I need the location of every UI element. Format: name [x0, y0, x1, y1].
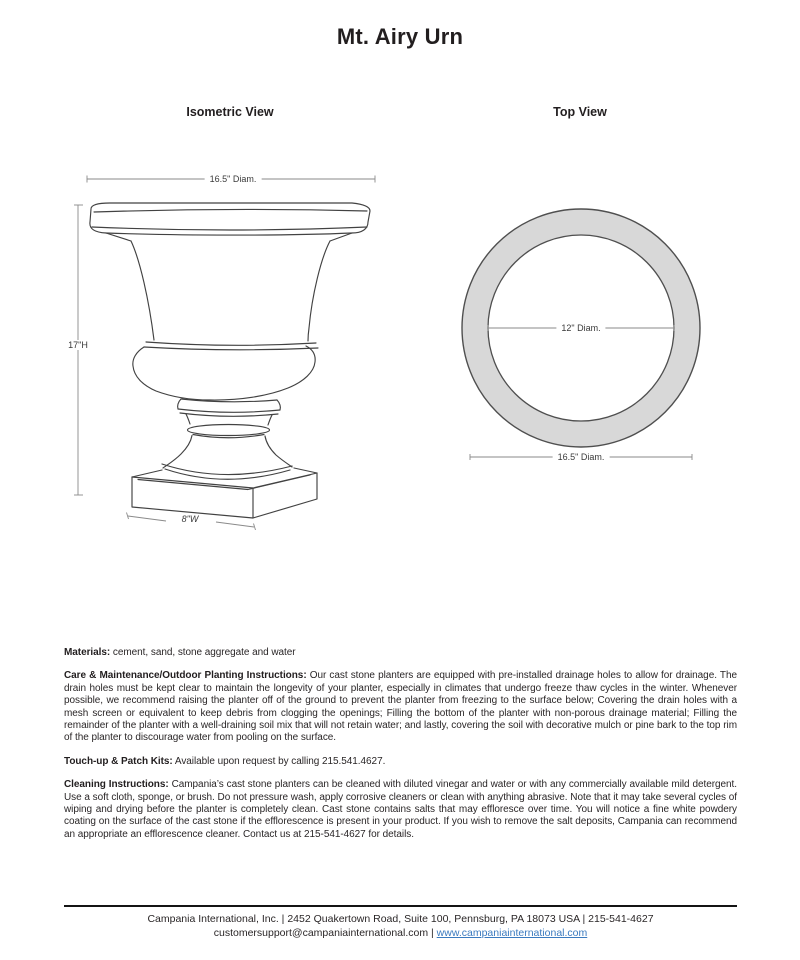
- cleaning-paragraph: [64, 779, 737, 841]
- page-title: Mt. Airy Urn: [336, 24, 464, 49]
- top-view-drawing: [440, 190, 740, 480]
- cleaning-label: Cleaning Instructions:: [64, 779, 169, 791]
- care-maintenance-text: Our cast stone planters are equipped with pre-installed drainage holes to allow for drainage. The drain holes must be kept clear to maintain the longevity of your planter, especially in climates that undergo freeze thaw cycles in the winter. Whenever possible, we recommend raising the planter off of the ground to prevent the planter from freezing to the surface below; Covering the drain holes with a mesh screen or equivalent to keep debris from clogging the openings; Filling the bottom of the planter with non-porous drainage material; Filling the remainder of the planter with a well-draining soil mix that will not retain water; and lastly, covering the soil with decorative mulch or pine bark to the top rim of the planter to discourage water from pooling on the surface.: [64, 670, 737, 744]
- info-sections: [64, 647, 737, 852]
- touch-up-text: Available upon request by calling 215.541.4627.: [174, 755, 386, 767]
- dim-base-width-label: 8"W: [181, 514, 199, 524]
- cleaning-text: Campania’s cast stone planters can be cleaned with diluted vinegar and water or with any commercially available mild detergent. Use a soft cloth, sponge, or brush. Do not pressure wash, apply corrosive cleaners or clean with anything abrasive. Note that it may take several cycles of wiping and drying before the planter is completely clean. Cast stone contains salts that may effloresce over time. You will notice a fine white powdery coating on the surface of the cast stone if the efflorescence is present in your product. If you wish to remove the salt deposits, Campania can recommend an appropriate an efflorescence cleaner. Contact us at 215-541-4627 for details.: [64, 779, 738, 840]
- footer-website-link[interactable]: www.campaniainternational.com: [436, 927, 588, 939]
- footer-contact-line: [64, 926, 737, 940]
- care-maintenance-label: Care & Maintenance/Outdoor Planting Instructions:: [64, 670, 307, 682]
- materials-label: Materials:: [64, 647, 111, 658]
- footer: [64, 905, 737, 940]
- dim-outer-diameter-label: 16.5" Diam.: [553, 452, 610, 462]
- urn-outline: [90, 203, 370, 518]
- dim-inner-diameter-label: 12" Diam.: [556, 323, 605, 333]
- isometric-view-label: Isometric View: [186, 105, 274, 119]
- dim-height-label: 17"H: [63, 340, 93, 350]
- footer-address-line: Campania International, Inc. | 2452 Quakertown Road, Suite 100, Pennsburg, PA 18073 USA | 215-541-4627: [147, 913, 654, 925]
- dim-top-diameter-label: 16.5" Diam.: [205, 174, 262, 184]
- footer-divider: [64, 905, 737, 907]
- top-view-label: Top View: [553, 105, 607, 119]
- touch-up-paragraph: [64, 756, 737, 768]
- ring-diagram: [440, 190, 740, 480]
- footer-separator: |: [431, 927, 434, 939]
- isometric-drawing: [55, 165, 400, 530]
- materials-paragraph: [64, 647, 737, 659]
- materials-text: cement, sand, stone aggregate and water: [112, 647, 296, 658]
- touch-up-label: Touch-up & Patch Kits:: [64, 755, 173, 767]
- footer-email: customersupport@campaniainternational.com: [213, 927, 429, 939]
- urn-line-art: [55, 165, 400, 530]
- care-maintenance-paragraph: [64, 670, 737, 744]
